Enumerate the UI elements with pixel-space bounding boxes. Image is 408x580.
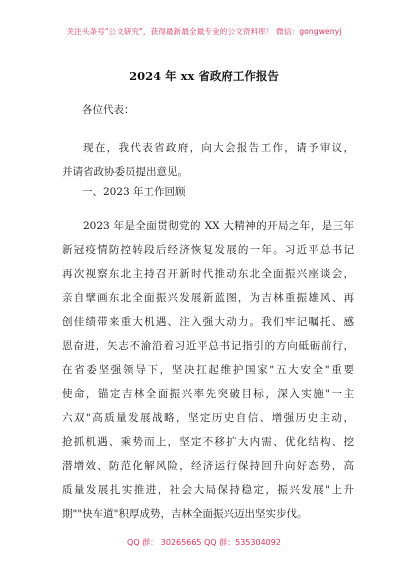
paragraph-line: 新冠疫情防控转段后经济恢复发展的一年。习近平总书记 [62,244,354,256]
paragraph-line: 期""快车道"积厚成势，吉林全面振兴迈出坚实步伐。 [62,508,308,520]
footer-qq-groups: QQ 群： 30265665 QQ 群：535304092 [127,538,281,547]
paragraph-line: 亲自擘画东北全面振兴发展新蓝图，为吉林重振雄风、再 [62,292,354,304]
paragraph-line: 恩奋进，矢志不渝沿着习近平总书记指引的方向砥砺前行， [62,340,354,352]
header-promo-note: 关注头条号"公文研究"，获得最新最全最专业的公文资料库！ 微信：gongwenyj [66,27,342,36]
section-heading: 一、2023 年工作回顾 [82,186,186,198]
paragraph-line: 现在，我代表省政府，向大会报告工作，请予审议， [83,142,354,154]
paragraph-line: 并请省政协委员提出意见。 [62,166,188,178]
paragraph-line: 六双"高质量发展战略，坚定历史自信、增强历史主动， [62,412,354,424]
salutation: 各位代表： [82,104,135,116]
paragraph-line: 潜增效、防范化解风险，经济运行保持回升向好态势，高 [62,460,354,472]
paragraph-line: 2023 年是全面贯彻党的 XX 大精神的开局之年，是三年 [83,220,354,232]
paragraph-line: 再次视察东北主持召开新时代推动东北全面振兴座谈会， [62,268,354,280]
paragraph-line: 创佳绩带来重大机遇、注入强大动力。我们牢记嘱托、感 [62,316,354,328]
page-title: 2024 年 xx 省政府工作报告 [129,69,279,83]
paragraph-line: 使命，锚定吉林全面振兴率先突破目标，深入实施"一主 [62,388,354,400]
paragraph-line: 质量发展扎实推进，社会大局保持稳定，振兴发展"上升 [62,484,354,496]
intro-paragraph [62,136,354,184]
paragraph-line: 抢抓机遇、乘势而上，坚定不移扩大内需、优化结构、挖 [62,436,354,448]
paragraph-line: 在省委坚强领导下，坚决扛起维护国家"五大安全"重要 [62,364,354,376]
body-paragraph [62,214,354,526]
